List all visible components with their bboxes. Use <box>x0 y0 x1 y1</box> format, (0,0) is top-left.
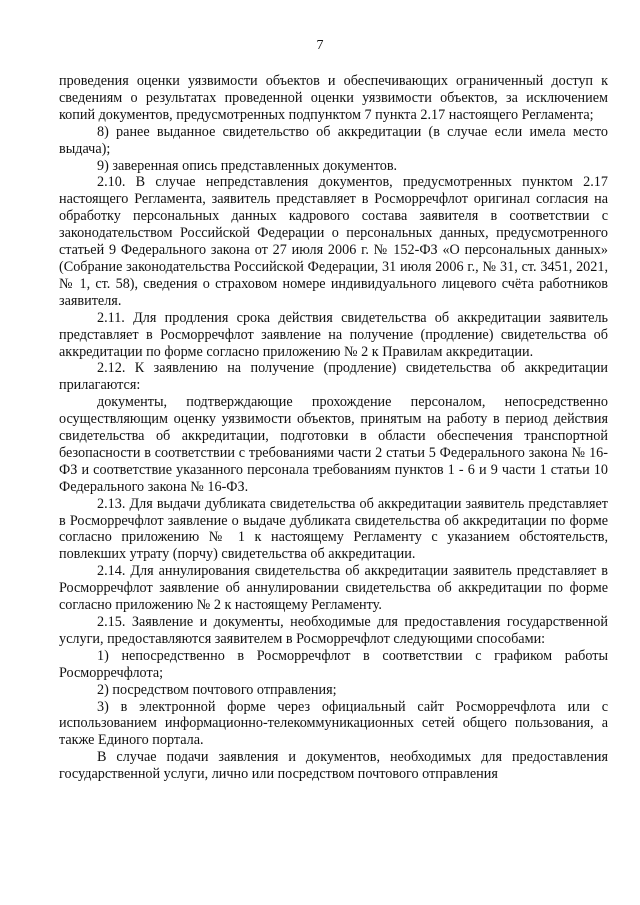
clause-2-15: 2.15. Заявление и документы, необходимые для предоставления государственной услуги, предоставляются заявителем в Росморречфлот следующими способами: <box>59 614 608 647</box>
method-3: 3) в электронной форме через официальный сайт Росморречфлота или с использованием информационно-телекоммуникационных сетей общего пользования, а также Единого портала. <box>59 698 608 749</box>
clause-2-12-documents: документы, подтверждающие прохождение персоналом, непосредственно осуществляющим оценку уязвимости объектов, принятым на работу в период действия свидетельства об аккредитации, подготовки в области обеспечения транспортной безопасности в соответствии с требованиями части 2 статьи 5 Федерального закона № 16-ФЗ и соответствие указанного персонала требованиям пунктов 1 - 6 и 9 части 1 статьи 10 Федерального закона № 16-ФЗ. <box>59 394 608 495</box>
method-2: 2) посредством почтового отправления; <box>97 681 337 698</box>
page-number: 7 <box>316 38 324 53</box>
clause-2-10: 2.10. В случае непредставления документов, предусмотренных пунктом 2.17 настоящего Регламента, заявитель представляет в Росморречфлот оригинал согласия на обработку персональных данных кадрового состава заявителя в соответствии с законодательством Российской Федерации о персональных данных, предусмотренного статьей 9 Федерального закона от 27 июля 2006 г. № 152-ФЗ «О персональных данных» (Собрание законодательства Российской Федерации, 31 июля 2006 г., № 31, ст. 3451, 2021, № 1, ст. 58), сведения о страховом номере индивидуального лицевого счёта работников заявителя. <box>59 174 608 309</box>
list-item-9: 9) заверенная опись представленных документов. <box>97 157 398 174</box>
document-body <box>59 73 608 783</box>
list-item-8: 8) ранее выданное свидетельство об аккредитации (в случае если имела место выдача); <box>59 123 608 157</box>
clause-2-14: 2.14. Для аннулирования свидетельства об аккредитации заявитель представляет в Росморречфлот заявление об аннулировании свидетельства об аккредитации по форме согласно приложению № 2 к настоящему Регламенту. <box>59 563 608 614</box>
clause-2-13: 2.13. Для выдачи дубликата свидетельства об аккредитации заявитель представляет в Росморречфлот заявление о выдаче дубликата свидетельства об аккредитации по форме согласно приложению № 1 к настоящему Регламенту с указанием обстоятельств, повлекших утрату (порчу) свидетельства об аккредитации. <box>59 495 608 563</box>
paragraph-submission-case: В случае подачи заявления и документов, необходимых для предоставления государственной услуги, лично или посредством почтового отправления <box>59 749 608 783</box>
paragraph-continuation: проведения оценки уязвимости объектов и обеспечивающих ограниченный доступ к сведениям о результатах проведенной оценки уязвимости объектов, за исключением копий документов, предусмотренных подпунктом 7 пункта 2.17 настоящего Регламента; <box>59 73 608 123</box>
clause-2-12: 2.12. К заявлению на получение (продление) свидетельства об аккредитации прилагаются: <box>59 360 608 394</box>
clause-2-11: 2.11. Для продления срока действия свидетельства об аккредитации заявитель представляет в Росморречфлот заявление на получение (продление) свидетельства об аккредитации по форме согласно приложению № 2 к Правилам аккредитации. <box>59 309 608 360</box>
method-1: 1) непосредственно в Росморречфлот в соответствии с графиком работы Росморречфлота; <box>59 647 608 681</box>
